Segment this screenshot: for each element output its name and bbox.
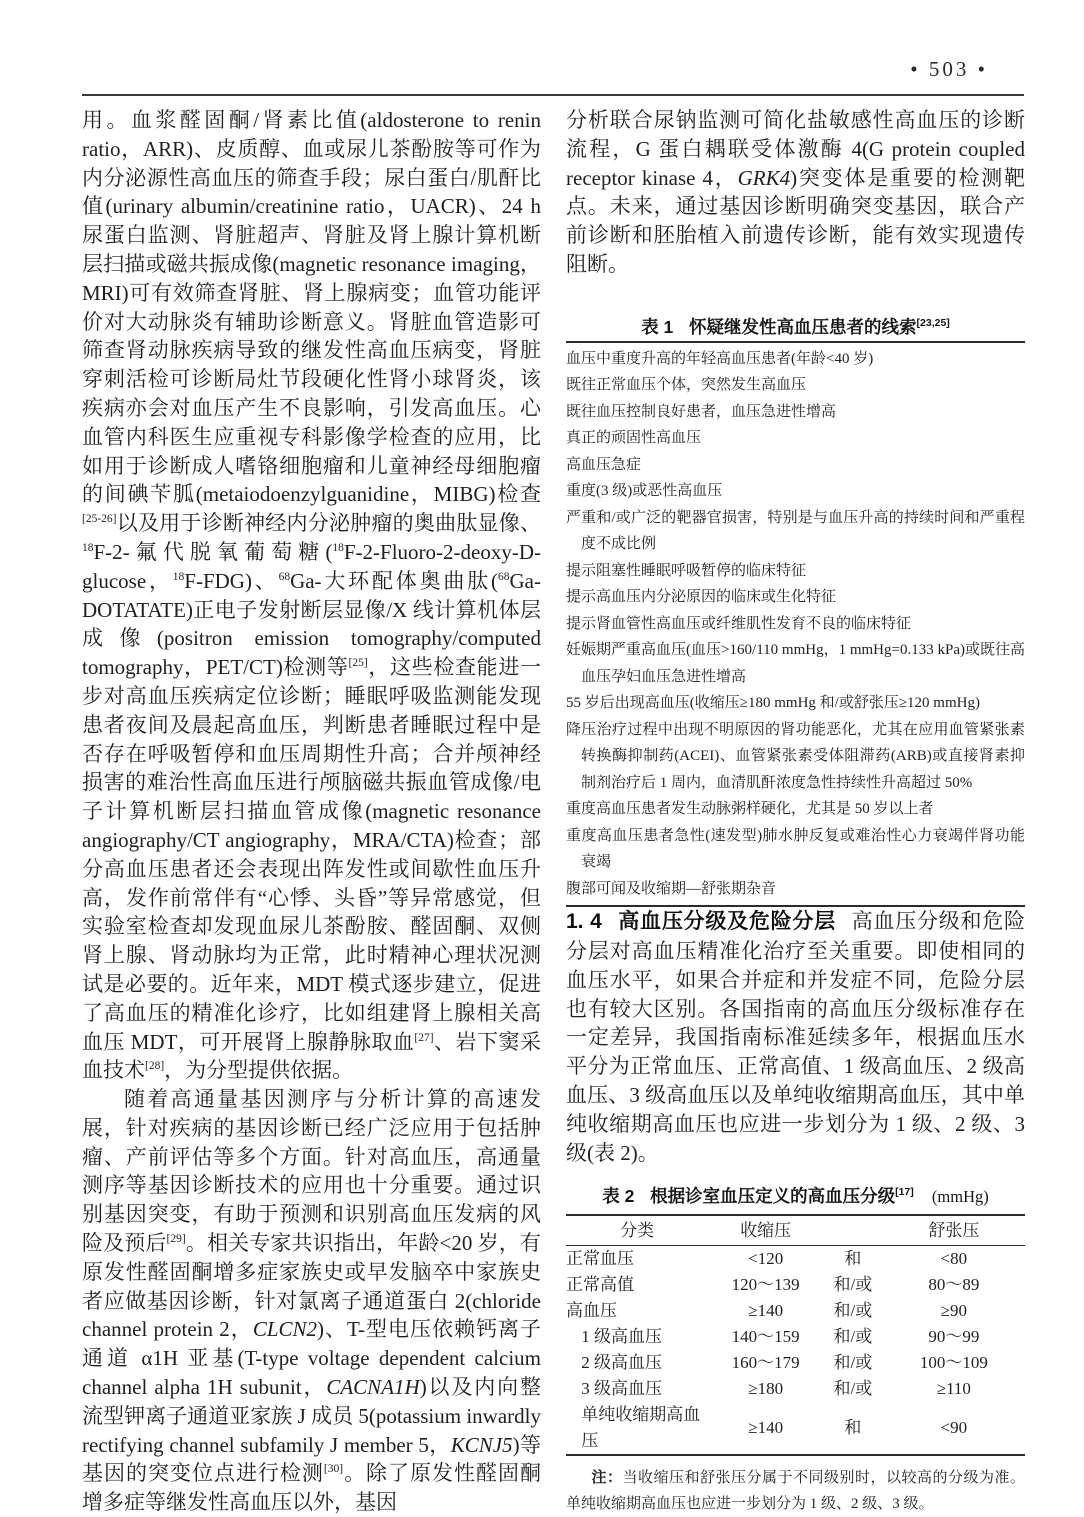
table2-header-category: 分类 [566,1215,708,1246]
table2-label: 表 2 [602,1186,635,1207]
table1-row: 提示肾血管性高血压或纤维肌性发育不良的临床特征 [566,615,912,632]
table2-connector-cell: 和/或 [833,1301,873,1321]
left-column [82,106,541,1517]
gene-symbol-italic: KCNJ5 [450,1432,513,1457]
table1-caption-text: 怀疑继发性高血压患者的线索 [689,316,917,337]
table2-connector-cell: 和/或 [833,1327,873,1347]
table2-diastolic-cell: 80～89 [928,1275,980,1295]
table2-caption [566,1184,1025,1209]
reference-superscript: 18 [82,541,94,554]
table2-connector-cell: 和/或 [833,1275,873,1295]
table2-row [566,1402,1025,1455]
reference-superscript: [28] [145,1060,165,1073]
table2-connector-cell: 和/或 [833,1353,873,1373]
right-column-paragraphs [566,106,1025,279]
header-rule [82,94,1024,96]
body-paragraph: 随着高通量基因测序与分析计算的高速发展，针对疾病的基因诊断已经广泛应用于包括肿瘤、产前评估等多个方面。针对高血压，高通量测序等基因诊断技术的应用也十分重要。通过识别基因突变，有助于预测和识别高血压发病的风险及预后[29]。相关专家共识指出，年龄<20 岁，有原发性醛固酮增多症家族史或早发脑卒中家族史者应做基因诊断，针对氯离子通道蛋白 2(chloride channel protein 2，CLCN2)、T-型电压依赖钙离子通道 α1H 亚基(T-type voltage dependent calcium channel alpha 1H subunit，CACNA1H)以及内向整流型钾离子通道亚家族 J 成员 5(potassium inwardly rectifying channel subfamily J member 5，KCNJ5)等基因的突变位点进行检测[30]。除了原发性醛固酮增多症等继发性高血压以外，基因 [82,1087,542,1515]
table2-connector-cell: 和 [844,1418,862,1438]
table2-category-cell: 正常血压 [566,1249,634,1269]
section-title: 高血压分级及危险分层 [617,910,836,934]
body-paragraph: 用。血浆醛固酮/肾素比值(aldosterone to renin ratio，ARR)、皮质醇、血或尿儿茶酚胺等可作为内分泌源性高血压的筛查手段；尿白蛋白/肌酐比值(urinary albumin/creatinine ratio，UACR)、24 h 尿蛋白监测、肾脏超声、肾脏及肾上腺计算机断层扫描或磁共振成像(magnetic resonance imaging，MRI)可有效筛查肾脏、肾上腺病变；血管功能评价对大动脉炎有辅助诊断意义。肾脏血管造影可筛查肾动脉疾病导致的继发性高血压病变，肾脏穿刺活检可诊断局灶节段硬化性肾小球肾炎，该疾病亦会对血压产生不良影响，引发高血压。心血管内科医生应重视专科影像学检查的应用，比如用于诊断成人嗜铬细胞瘤和儿童神经母细胞瘤的间碘苄胍(metaiodoenzylguanidine，MIBG)检查[25-26]以及用于诊断神经内分泌肿瘤的奥曲肽显像、$^{18}$F-2-氟代脱氧葡萄糖($^{18}$F-2-Fluoro-2-deoxy-D-glucose，$^{18}$F-FDG)、$^{68}$Ga-大环配体奥曲肽($^{68}$Ga-DOTATATE)正电子发射断层显像/X 线计算机体层成像(positron emission tomography/computed tomography，PET/CT)检测等[25]，这些检查能进一步对高血压疾病定位诊断；睡眠呼吸监测能发现患者夜间及晨起高血压，判断患者睡眠过程中是否存在呼吸暂停和血压周期性升高；合并颅神经损害的难治性高血压进行颅脑磁共振血管成像/电子计算机断层扫描血管成像(magnetic resonance angiography/CT angiography，MRA/CTA)检查；部分高血压患者还会表现出阵发性或间歇性血压升高，发作前常伴有“心悸、头昏”等异常感觉，但实验室检查却发现血尿儿茶酚胺、醛固酮、双侧肾上腺、肾动脉均为正常，此时精神心理状况测试是必要的。近年来，MDT 模式逐步建立，促进了高血压的精准化诊疗，比如组建肾上腺相关高血压 MDT，可开展肾上腺静脉取血[27]、岩下窦采血技术[28]，为分型提供依据。 [82,108,542,1083]
section-1-4 [566,907,1025,1167]
table1-row: 高血压急症 [566,456,642,473]
body-paragraph: 分析联合尿钠监测可简化盐敏感性高血压的诊断流程，G 蛋白耦联受体激酶 4(G protein coupled receptor kinase 4，GRK4)突变体是重要的检测靶点。未来，通过基因诊断明确突变基因，联合产前诊断和胚胎植入前遗传诊断，能有效实现遗传阻断。 [566,108,1025,276]
table2-category-cell: 1 级高血压 [581,1327,663,1347]
table1-row: 降压治疗过程中出现不明原因的肾功能恶化，尤其在应用血管紧张素转换酶抑制药(ACEI)、血管紧张素受体阻滞药(ARB)或直接肾素抑制剂治疗后 1 周内，血清肌酐浓度急性持续性升高超过 50% [566,721,1025,791]
table2-header-row [566,1215,1025,1246]
table2-systolic-cell: 140～159 [731,1327,800,1347]
table1-row: 严重和/或广泛的靶器官损害，特别是与血压升高的持续时间和严重程度不成比例 [566,509,1025,553]
table2-category-cell: 单纯收缩期高血压 [581,1405,701,1451]
reference-superscript: 18 [332,541,344,554]
table2-note-label: 注： [591,1469,623,1487]
table2-row [566,1324,1025,1350]
table1-row: 提示高血压内分泌原因的临床或生化特征 [566,589,837,606]
table2-row [566,1350,1025,1376]
section-1-4-heading [566,910,836,933]
reference-superscript: [25-26] [82,513,117,526]
gene-symbol-italic: GRK4 [737,165,791,190]
table1-row: 腹部可闻及收缩期—舒张期杂音 [566,880,777,897]
table1-reference: [23,25] [916,316,950,329]
table1-row: 真正的顽固性高血压 [566,430,702,447]
table2-diastolic-cell: 90～99 [928,1327,980,1347]
table1-row: 重度高血压患者发生动脉粥样硬化，尤其是 50 岁以上者 [566,801,934,818]
table1-label: 表 1 [641,316,674,337]
table2-systolic-cell: ≥180 [748,1379,784,1399]
reference-superscript: [30] [323,1463,344,1476]
table1-row: 既往血压控制良好患者，血压急进性增高 [566,403,837,420]
table2-diastolic-cell: <80 [940,1249,968,1269]
table2-note [566,1465,1025,1517]
table2-header-systolic: 收缩压 [708,1215,823,1246]
right-column [566,106,1025,1517]
table2-header-diastolic: 舒张压 [883,1215,1025,1246]
table2-note-text: 当收缩压和舒张压分属于不同级别时，以较高的分级为准。单纯收缩期高血压也应进一步划分为 1 级、2 级、3 级。 [566,1470,1025,1512]
table2-systolic-cell: <120 [748,1249,784,1269]
reference-superscript: 68 [278,570,291,583]
page-number: • 503 • [910,57,988,81]
table2-row [566,1246,1025,1273]
gene-symbol-italic: CACNA1H [326,1375,420,1400]
table2-systolic-cell: 120～139 [731,1275,800,1295]
table1-row: 既往正常血压个体，突然发生高血压 [566,377,807,394]
table2-row [566,1376,1025,1402]
table2-category-cell: 正常高值 [566,1275,634,1295]
table2-category-cell: 高血压 [566,1301,617,1321]
reference-superscript: [25] [348,657,368,670]
reference-superscript: [27] [414,1031,434,1044]
table2 [566,1214,1025,1456]
table2-unit: (mmHg) [931,1187,989,1207]
reference-superscript: 68 [498,570,510,583]
table2-row [566,1272,1025,1298]
section-1-4-body: 高血压分级和危险分层对高血压精准化治疗至关重要。即使相同的血压水平，如果合并症和并发症不同，危险分层也有较大区别。各国指南的高血压分级标准存在一定差异，我国指南标准延续多年，根据血压水平分为正常血压、正常高值、1 级高血压、2 级高血压、3 级高血压以及单纯收缩期高血压，其中单纯收缩期高血压也应进一步划分为 1 级、2 级、3 级(表 2)。 [566,909,1026,1165]
table2-diastolic-cell: <90 [940,1418,968,1438]
table2-diastolic-cell: ≥110 [936,1379,971,1399]
table1 [566,341,1025,908]
table2-systolic-cell: ≥140 [748,1418,784,1438]
table2-connector-cell: 和/或 [833,1379,873,1399]
reference-superscript: [29] [166,1233,186,1246]
table1-caption [566,315,1025,339]
table2-row [566,1298,1025,1324]
table2-diastolic-cell: 100～109 [919,1353,988,1373]
gene-symbol-italic: CLCN2 [252,1317,318,1342]
table1-row: 提示阻塞性睡眠呼吸暂停的临床特征 [566,562,807,579]
table1-row: 55 岁后出现高血压(收缩压≥180 mmHg 和/或舒张压≥120 mmHg) [566,695,980,712]
table1-row: 血压中重度升高的年轻高血压患者(年龄<40 岁) [566,350,874,367]
table1-row: 重度高血压患者急性(速发型)肺水肿反复或难治性心力衰竭伴肾功能衰竭 [566,827,1025,871]
table2-category-cell: 2 级高血压 [581,1353,663,1373]
table2-category-cell: 3 级高血压 [581,1379,663,1399]
table2-systolic-cell: 160～179 [731,1353,800,1373]
table2-reference: [17] [895,1186,914,1199]
table2-diastolic-cell: ≥90 [940,1301,968,1321]
table2-header-connector [823,1215,883,1246]
table1-row: 妊娠期严重高血压(血压>160/110 mmHg，1 mmHg=0.133 kPa)或既往高血压孕妇血压急进性增高 [566,642,1025,685]
section-number: 1. 4 [566,910,602,934]
table2-caption-text: 根据诊室血压定义的高血压分级 [650,1186,896,1207]
table2-systolic-cell: ≥140 [748,1301,784,1321]
table1-row: 重度(3 级)或恶性高血压 [566,483,723,500]
reference-superscript: 18 [172,570,185,583]
table2-connector-cell: 和 [844,1249,862,1269]
